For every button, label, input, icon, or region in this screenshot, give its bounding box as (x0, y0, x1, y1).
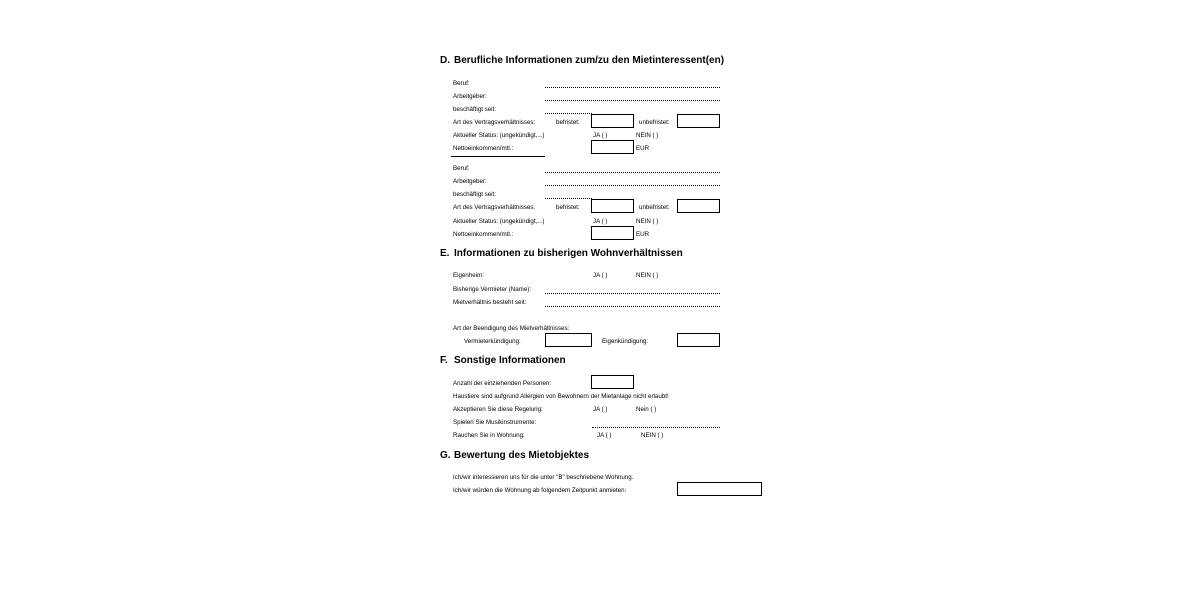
zeitpunkt-box[interactable] (677, 482, 762, 496)
vermieterkuendigung-label: Vermieterkündigung: (464, 338, 521, 345)
musik-field[interactable] (592, 427, 720, 428)
section-title: Sonstige Informationen (454, 355, 566, 366)
zeitpunkt-label: Ich/wir würden die Wohnung ab folgendem Zeitpunkt anmieten: (453, 487, 627, 494)
section-d-heading (440, 55, 740, 68)
section-letter: D. (440, 55, 450, 66)
akzeptieren-label: Akzeptieren Sie diese Regelung: (453, 406, 543, 413)
vermieterkuendigung-box[interactable] (545, 333, 592, 347)
status-ja-option[interactable]: JA ( ) (593, 218, 608, 225)
musik-label: Spielen Sie Musikinstrumente: (453, 419, 537, 426)
einkommen-box[interactable] (591, 226, 634, 240)
status-label: Aktueller Status: (ungekündigt,...) (453, 132, 545, 139)
section-title: Bewertung des Mietobjektes (454, 450, 590, 461)
beschaeftigt-field[interactable] (545, 113, 592, 114)
eigenheim-nein-option[interactable]: NEIN ( ) (636, 272, 659, 279)
unbefristet-label: unbefristet: (639, 204, 670, 211)
status-label: Aktueller Status: (ungekündigt,...) (453, 218, 545, 225)
einkommen-label: Nettoeinkommen/mtl.: (453, 145, 514, 152)
status-nein-option[interactable]: NEIN ( ) (636, 132, 659, 139)
rauchen-label: Rauchen Sie in Wohnung: (453, 432, 525, 439)
eigenheim-ja-option[interactable]: JA ( ) (593, 272, 608, 279)
beschaeftigt-field[interactable] (545, 198, 592, 199)
beruf-field[interactable] (545, 87, 720, 88)
mietverhaeltnis-label: Mietverhältnis besteht seit: (453, 299, 527, 306)
unbefristet-box[interactable] (677, 199, 720, 213)
section-letter: E. (440, 248, 450, 259)
personen-label: Anzahl der einziehenden Personen: (453, 380, 552, 387)
eur-label: EUR (636, 145, 650, 152)
arbeitgeber-field[interactable] (545, 100, 720, 101)
befristet-box[interactable] (591, 199, 634, 213)
block-divider (451, 156, 545, 157)
vermieter-field[interactable] (545, 293, 720, 294)
status-ja-option[interactable]: JA ( ) (593, 132, 608, 139)
eigenkuendigung-label: Eigenkündigung: (602, 338, 649, 345)
arbeitgeber-label: Arbeitgeber: (453, 178, 487, 185)
vermieter-label: Bisherige Vermieter (Name): (453, 286, 532, 293)
arbeitgeber-field[interactable] (545, 185, 720, 186)
arbeitgeber-label: Arbeitgeber: (453, 93, 487, 100)
section-letter: G. (440, 450, 451, 461)
personen-box[interactable] (591, 375, 634, 389)
beruf-field[interactable] (545, 172, 720, 173)
befristet-label: befristet: (556, 119, 580, 126)
rauchen-ja-option[interactable]: JA ( ) (597, 432, 612, 439)
akzeptieren-nein-option[interactable]: Nein ( ) (636, 406, 657, 413)
section-title: Informationen zu bisherigen Wohnverhältnissen (454, 248, 683, 259)
interesse-statement: Ich/wir interessieren uns für die unter "B" beschriebene Wohnung. (453, 474, 634, 481)
akzeptieren-ja-option[interactable]: JA ( ) (593, 406, 608, 413)
befristet-label: befristet: (556, 204, 580, 211)
haustiere-notice: Haustiere sind aufgrund Allergien von Bewohnern der Mietanlage nicht erlaubt! (453, 393, 669, 400)
section-letter: F. (440, 355, 448, 366)
befristet-box[interactable] (591, 114, 634, 128)
eur-label: EUR (636, 231, 650, 238)
rauchen-nein-option[interactable]: NEIN ( ) (641, 432, 664, 439)
unbefristet-box[interactable] (677, 114, 720, 128)
status-nein-option[interactable]: NEIN ( ) (636, 218, 659, 225)
beruf-label: Beruf: (453, 80, 470, 87)
section-f-heading (440, 355, 740, 368)
unbefristet-label: unbefristet: (639, 119, 670, 126)
einkommen-label: Nettoeinkommen/mtl.: (453, 231, 514, 238)
vertrag-label: Art des Vertragsverhältnisses: (453, 204, 536, 211)
beendigung-label: Art der Beendigung des Mietverhältnisses: (453, 325, 570, 332)
beruf-label: Beruf: (453, 165, 470, 172)
einkommen-box[interactable] (591, 140, 634, 154)
section-e-heading (440, 248, 740, 261)
mietverhaeltnis-field[interactable] (545, 306, 720, 307)
eigenkuendigung-box[interactable] (677, 333, 720, 347)
beschaeftigt-label: beschäftigt seit: (453, 191, 496, 198)
section-g-heading (440, 450, 740, 463)
vertrag-label: Art des Vertragsverhältnisses: (453, 119, 536, 126)
eigenheim-label: Eigenheim: (453, 272, 484, 279)
section-title: Berufliche Informationen zum/zu den Mietinteressent(en) (454, 55, 725, 66)
beschaeftigt-label: beschäftigt seit: (453, 106, 496, 113)
